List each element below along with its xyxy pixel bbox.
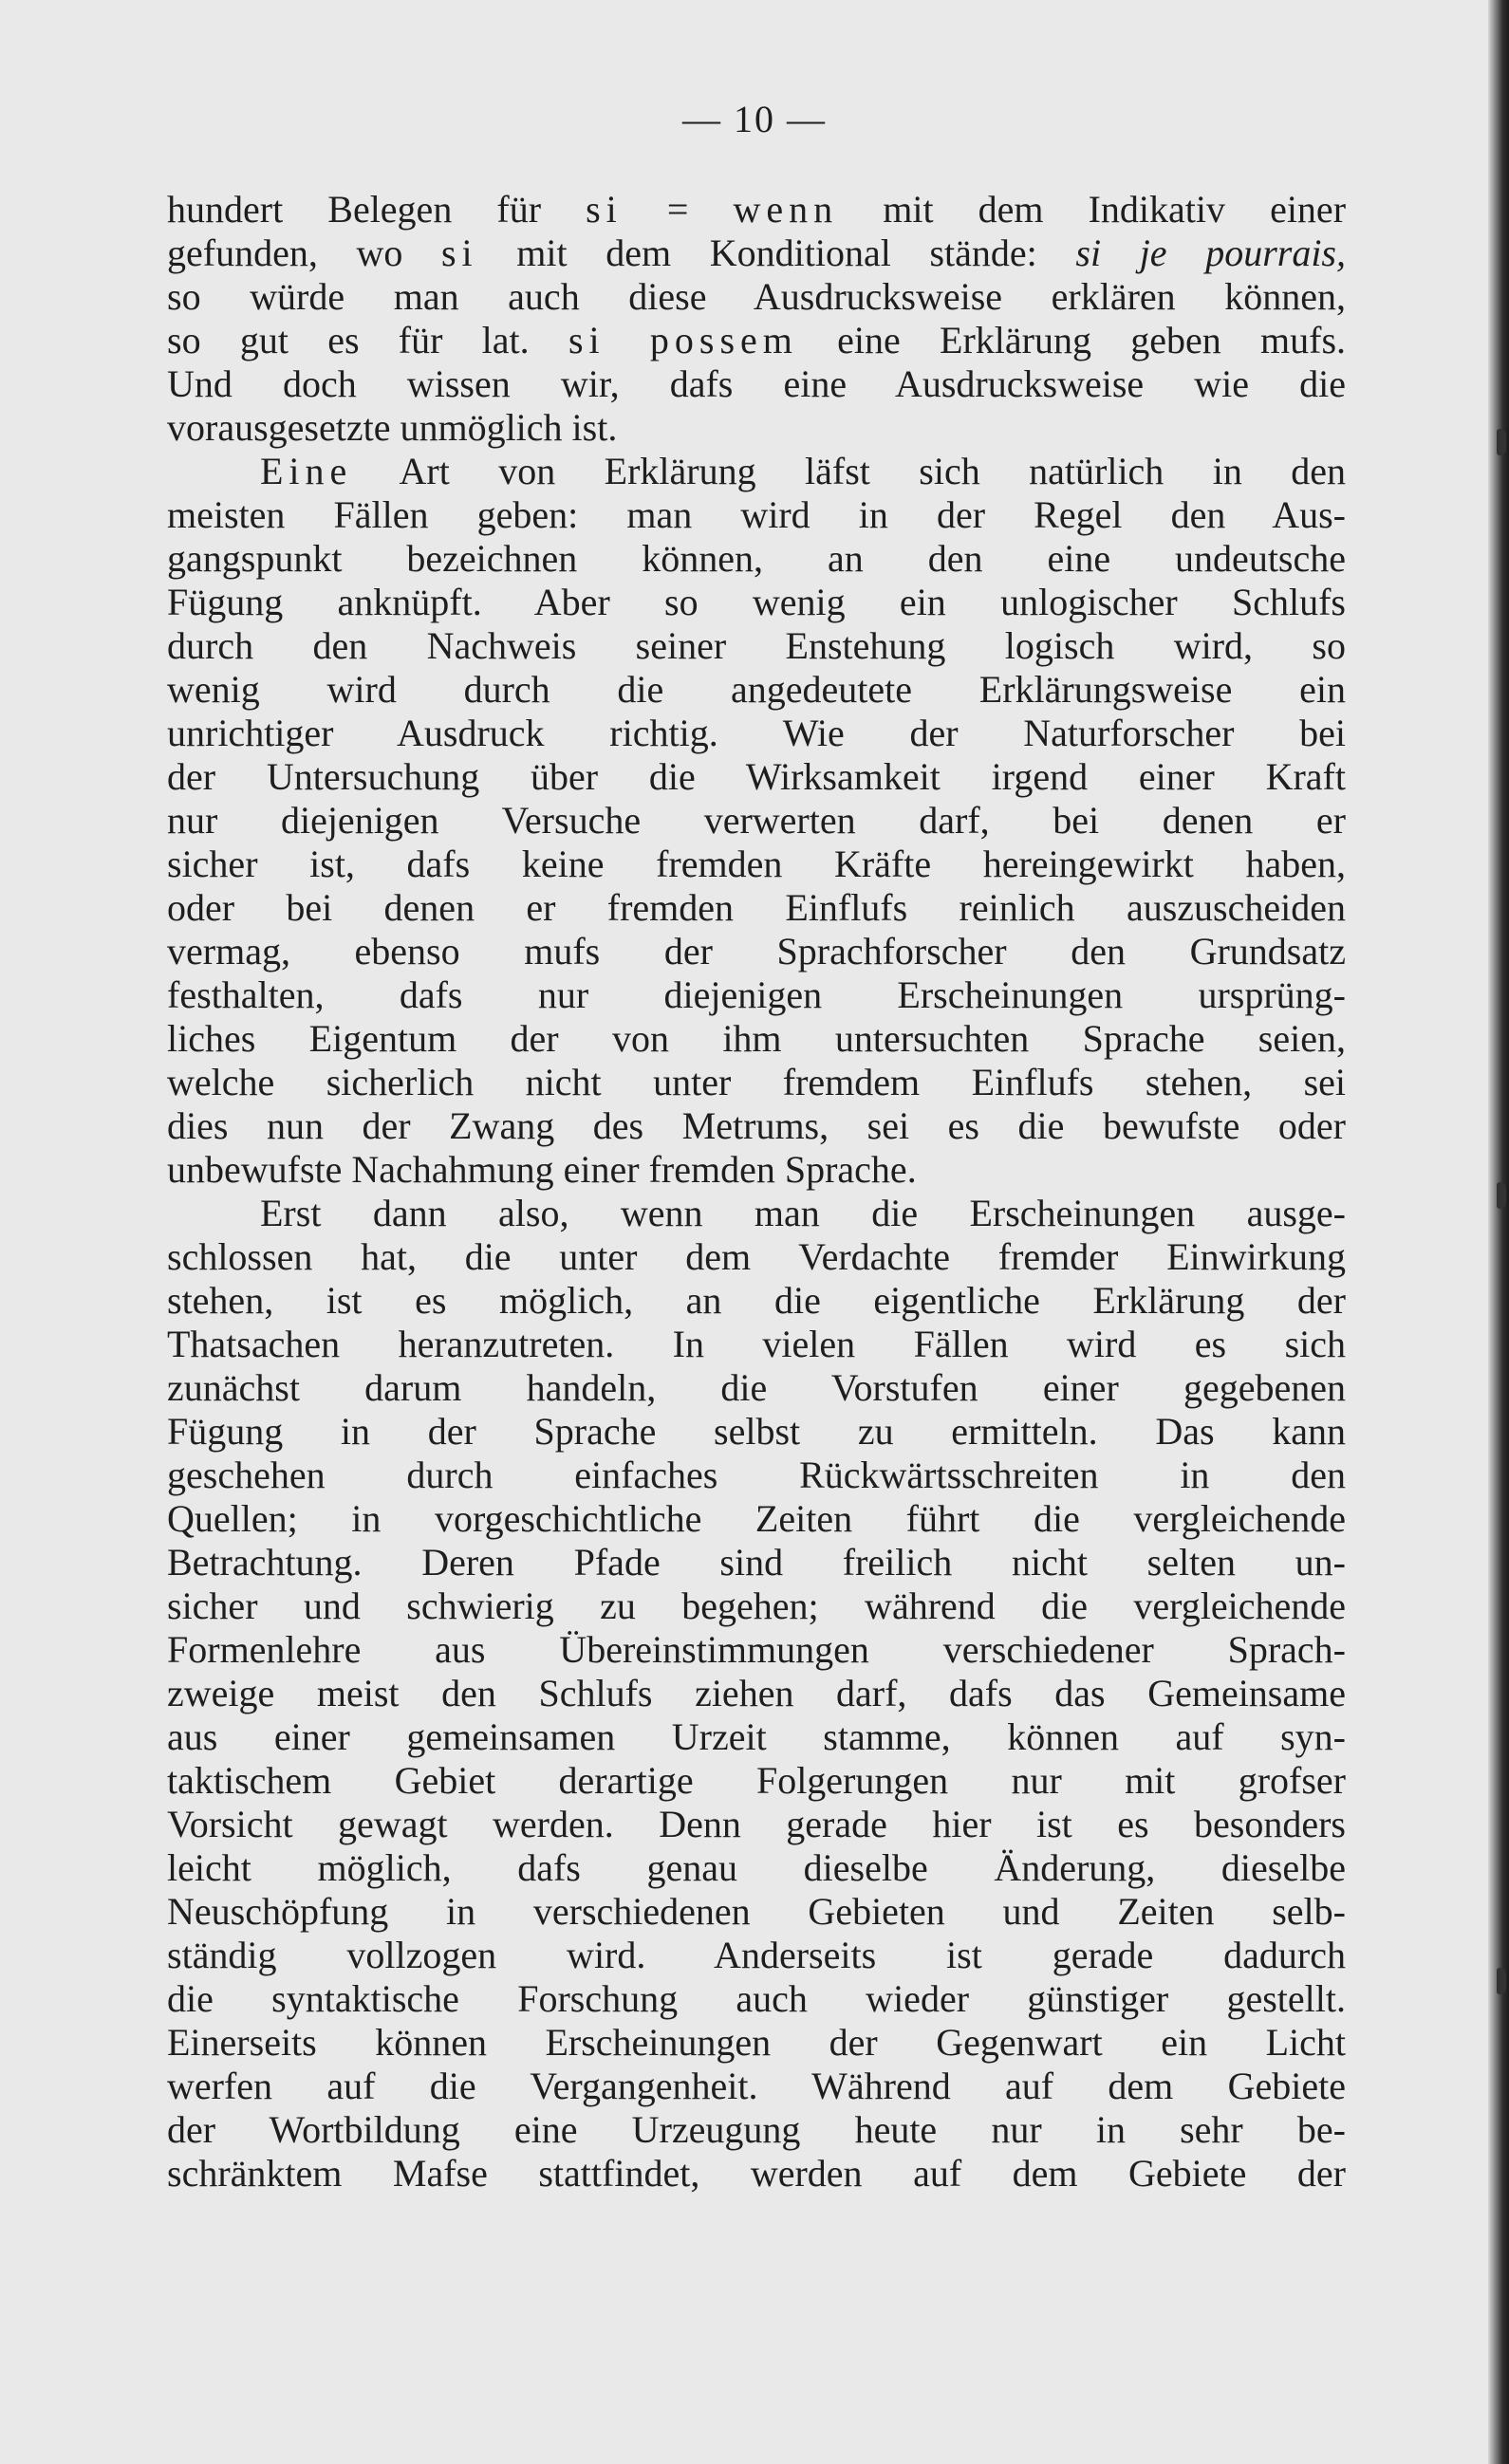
text-line	[167, 1454, 1346, 1497]
text-line	[167, 537, 1346, 581]
text-segment: Vorsicht gewagt werden. Denn gerade hier ist es besonders	[167, 1803, 1346, 1845]
text-line	[167, 2021, 1346, 2065]
text-segment: Betrachtung. Deren Pfade sind freilich nicht selten un-	[167, 1541, 1346, 1584]
text-segment: si possem	[568, 319, 798, 361]
text-line	[167, 1803, 1346, 1846]
body-text	[167, 188, 1346, 2195]
text-segment: der Untersuchung über die Wirksamkeit irgend einer Kraft	[167, 755, 1346, 798]
text-segment: Neuschöpfung in verschiedenen Gebieten und Zeiten selb-	[167, 1890, 1346, 1933]
text-line	[167, 406, 1346, 450]
text-segment: schränktem Mafse stattfindet, werden auf dem Gebiete der	[167, 2152, 1346, 2195]
text-segment: liches Eigentum der von ihm untersuchten Sprache seien,	[167, 1017, 1346, 1060]
text-line	[167, 581, 1346, 624]
text-line	[167, 493, 1346, 537]
text-line	[167, 1061, 1346, 1104]
text-line	[167, 799, 1346, 843]
page-number: — 10 —	[682, 98, 827, 140]
text-segment: wenig wird durch die angedeutete Erklärungsweise ein	[167, 668, 1346, 711]
text-segment: welche sicherlich nicht unter fremdem Einflufs stehen, sei	[167, 1061, 1346, 1103]
text-segment: aus einer gemeinsamen Urzeit stamme, können auf syn-	[167, 1715, 1346, 1758]
text-segment: durch den Nachweis seiner Enstehung logisch wird, so	[167, 624, 1346, 667]
text-segment: leicht möglich, dafs genau dieselbe Änderung, dieselbe	[167, 1846, 1346, 1889]
text-segment: Einerseits können Erscheinungen der Gegenwart ein Licht	[167, 2021, 1346, 2064]
text-line	[167, 1323, 1346, 1366]
text-segment: si je pourrais,	[1075, 232, 1346, 274]
text-line	[167, 1934, 1346, 1977]
text-line	[167, 1715, 1346, 1759]
text-segment: Und doch wissen wir, dafs eine Ausdrucksweise wie die	[167, 362, 1346, 405]
text-segment: so würde man auch diese Ausdrucksweise erklären können,	[167, 275, 1346, 318]
text-segment: vermag, ebenso mufs der Sprachforscher den Grundsatz	[167, 930, 1346, 973]
text-segment: gefunden, wo	[167, 232, 441, 274]
text-line	[167, 1497, 1346, 1541]
text-line	[167, 1148, 1346, 1192]
text-line	[167, 755, 1346, 799]
text-line	[167, 1977, 1346, 2021]
text-line	[167, 1846, 1346, 1890]
text-segment: werfen auf die Vergangenheit. Während auf dem Gebiete	[167, 2065, 1346, 2107]
text-segment: ständig vollzogen wird. Anderseits ist gerade dadurch	[167, 1934, 1346, 1976]
text-line	[167, 843, 1346, 886]
text-line	[167, 1584, 1346, 1628]
text-segment: mit dem Konditional stände:	[477, 232, 1076, 274]
text-line	[167, 1279, 1346, 1323]
text-segment: unbewufste Nachahmung einer fremden Sprache.	[167, 1148, 917, 1191]
page-edge-shadow	[1488, 0, 1509, 2464]
text-line	[167, 1192, 1346, 1235]
text-line	[167, 668, 1346, 712]
text-segment: der Wortbildung eine Urzeugung heute nur in sehr be-	[167, 2108, 1346, 2151]
text-line	[167, 930, 1346, 973]
text-line	[167, 450, 1346, 493]
text-line	[167, 1541, 1346, 1584]
text-line	[167, 2108, 1346, 2152]
text-segment: stehen, ist es möglich, an die eigentliche Erklärung der	[167, 1279, 1346, 1322]
text-line	[167, 1628, 1346, 1672]
text-segment: schlossen hat, die unter dem Verdachte fremder Einwirkung	[167, 1235, 1346, 1278]
text-segment: Eine	[260, 450, 353, 492]
text-line	[167, 275, 1346, 319]
text-segment: Erst dann also, wenn man die Erscheinungen ausge-	[260, 1192, 1346, 1234]
text-line	[167, 232, 1346, 275]
text-line	[167, 973, 1346, 1017]
text-segment: eine Erklärung geben mufs.	[797, 319, 1347, 361]
text-segment: Fügung anknüpft. Aber so wenig ein unlogischer Schlufs	[167, 581, 1346, 623]
text-segment: Fügung in der Sprache selbst zu ermitteln. Das kann	[167, 1410, 1346, 1453]
text-segment: dies nun der Zwang des Metrums, sei es die bewufste oder	[167, 1104, 1346, 1147]
text-line	[167, 1104, 1346, 1148]
text-segment: hundert Belegen für	[167, 188, 587, 231]
edge-mark	[1497, 429, 1506, 455]
text-segment: so gut es für lat.	[167, 319, 568, 361]
text-segment: unrichtiger Ausdruck richtig. Wie der Naturforscher bei	[167, 712, 1346, 754]
text-line	[167, 1759, 1346, 1803]
text-segment: taktischem Gebiet derartige Folgerungen nur mit grofser	[167, 1759, 1346, 1802]
edge-mark	[1497, 1182, 1506, 1209]
text-segment: oder bei denen er fremden Einflufs reinlich auszuscheiden	[167, 886, 1346, 929]
text-line	[167, 1366, 1346, 1410]
text-segment: vorausgesetzte unmöglich ist.	[167, 406, 618, 449]
text-segment: zunächst darum handeln, die Vorstufen einer gegebenen	[167, 1366, 1346, 1409]
text-line	[167, 1410, 1346, 1454]
text-line	[167, 362, 1346, 406]
text-segment: die syntaktische Forschung auch wieder günstiger gestellt.	[167, 1977, 1346, 2020]
text-line	[167, 2152, 1346, 2195]
text-line	[167, 1235, 1346, 1279]
text-segment: si	[586, 188, 623, 231]
text-line	[167, 1017, 1346, 1061]
text-line	[167, 712, 1346, 755]
text-line	[167, 188, 1346, 232]
text-segment: =	[622, 188, 734, 231]
text-segment: geschehen durch einfaches Rückwärtsschreiten in den	[167, 1454, 1346, 1496]
text-segment: wenn	[733, 188, 839, 231]
text-line	[167, 1672, 1346, 1715]
text-segment: Quellen; in vorgeschichtliche Zeiten führt die vergleichende	[167, 1497, 1346, 1540]
text-segment: si	[440, 232, 478, 274]
text-line	[167, 319, 1346, 362]
text-segment: meisten Fällen geben: man wird in der Regel den Aus-	[167, 493, 1346, 536]
text-segment: mit dem Indikativ einer	[838, 188, 1347, 231]
text-segment: Formenlehre aus Übereinstimmungen verschiedener Sprach-	[167, 1628, 1346, 1671]
text-segment: festhalten, dafs nur diejenigen Erscheinungen ursprüng-	[167, 973, 1346, 1016]
text-line	[167, 624, 1346, 668]
text-segment: zweige meist den Schlufs ziehen darf, dafs das Gemeinsame	[167, 1672, 1346, 1714]
text-segment: sicher und schwierig zu begehen; während die vergleichende	[167, 1584, 1346, 1627]
text-segment: gangspunkt bezeichnen können, an den eine undeutsche	[167, 537, 1346, 580]
edge-mark	[1497, 1968, 1506, 1994]
text-segment: sicher ist, dafs keine fremden Kräfte hereingewirkt haben,	[167, 843, 1346, 885]
text-line	[167, 886, 1346, 930]
text-segment: nur diejenigen Versuche verwerten darf, bei denen er	[167, 799, 1346, 842]
text-line	[167, 1890, 1346, 1934]
text-line	[167, 2065, 1346, 2108]
text-segment: Thatsachen heranzutreten. In vielen Fällen wird es sich	[167, 1323, 1346, 1365]
text-segment: Art von Erklärung läfst sich natürlich in den	[352, 450, 1346, 492]
